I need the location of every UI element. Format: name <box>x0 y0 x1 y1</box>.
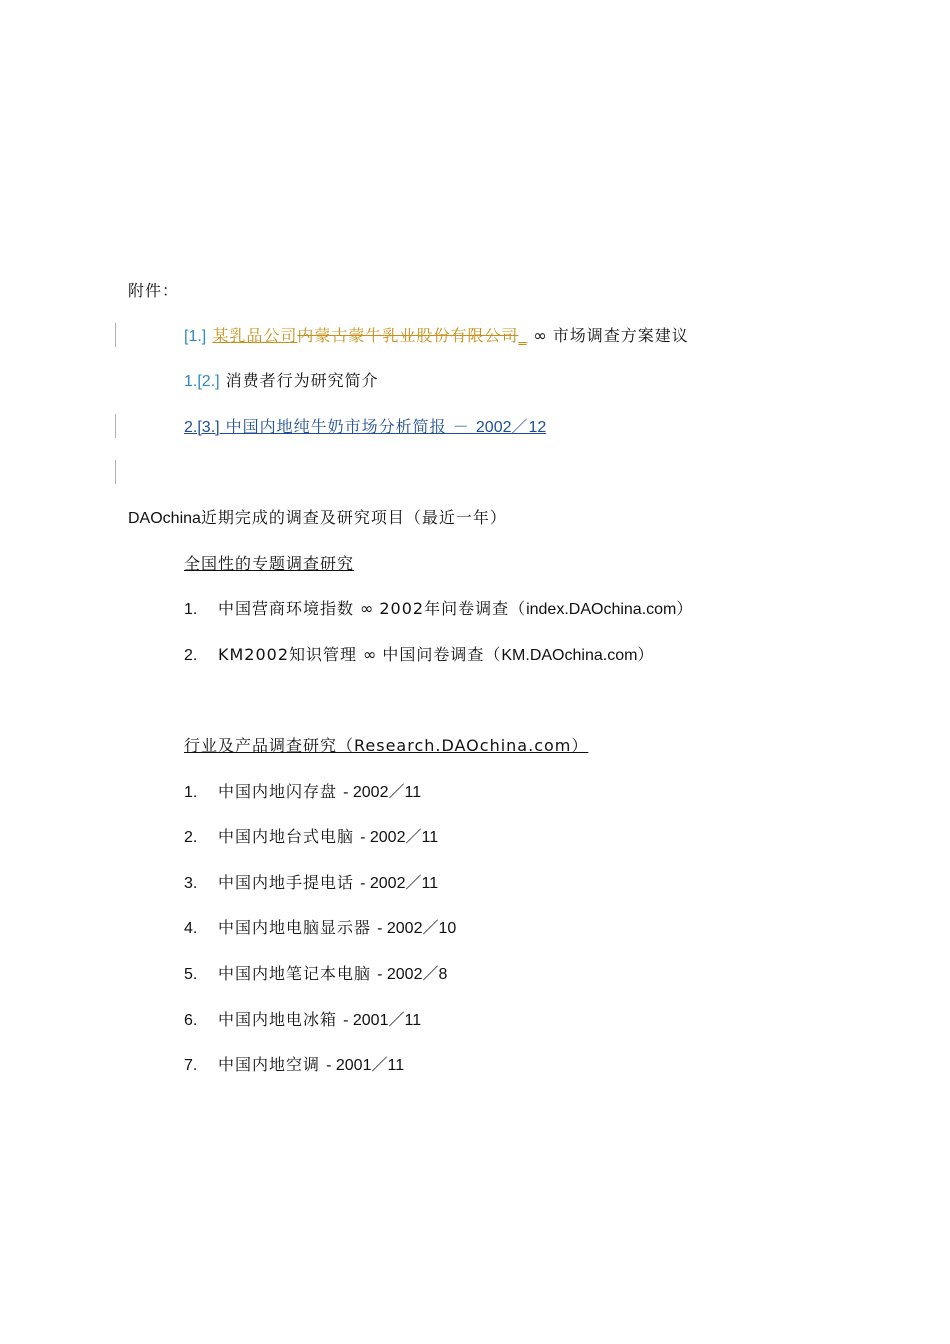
industry-item-name: 中国内地手提电话 <box>218 873 355 892</box>
inserted-text: 某乳品公司 <box>212 326 298 345</box>
industry-item-name: 中国内地闪存盘 <box>218 782 338 801</box>
infinity-separator-icon: ∞ <box>533 326 547 345</box>
national-item-1 <box>184 598 693 621</box>
revision-bar-1 <box>115 323 116 347</box>
appendix-item-3-date-year: 2002 <box>475 419 512 436</box>
industry-item-date: - 2002／11 <box>343 784 422 801</box>
recent-projects-heading <box>128 507 507 530</box>
industry-item-number: 3. <box>184 875 198 892</box>
national-item-2-close: ） <box>637 645 655 664</box>
industry-item-7 <box>184 1054 404 1077</box>
appendix-item-3-link[interactable] <box>184 416 546 439</box>
appendix-item-1-number: [1.] <box>184 328 207 345</box>
appendix-item-2 <box>184 370 379 393</box>
inserted-tail: _ <box>518 326 528 345</box>
industry-item-3 <box>184 872 438 895</box>
appendix-item-3-number: 2.[3.] <box>184 419 220 436</box>
revision-bar-3 <box>115 460 116 484</box>
industry-item-1 <box>184 781 421 804</box>
appendix-item-3-date-month: 12 <box>528 419 547 436</box>
appendix-item-2-text: 消费者行为研究简介 <box>225 371 379 390</box>
industry-item-number: 6. <box>184 1012 198 1029</box>
industry-item-name: 中国内地笔记本电脑 <box>218 964 372 983</box>
industry-section-title: 行业及产品调查研究（Research.DAOchina.com） <box>184 736 589 755</box>
national-item-1-survey: 2002年问卷调查（ <box>379 599 527 618</box>
industry-item-name: 中国内地空调 <box>218 1055 321 1074</box>
industry-item-date: - 2001／11 <box>343 1012 422 1029</box>
appendix-item-1-text: 市场调查方案建议 <box>552 326 689 345</box>
appendix-item-2-number: 1.[2.] <box>184 373 220 390</box>
industry-item-name: 中国内地电脑显示器 <box>218 918 372 937</box>
infinity-separator-icon: ∞ <box>363 645 377 664</box>
national-item-1-site: index.DAOchina.com <box>526 601 677 618</box>
industry-item-5 <box>184 963 447 986</box>
industry-item-date: - 2001／11 <box>326 1057 405 1074</box>
brand-name: DAOchina <box>128 510 201 527</box>
industry-item-name: 中国内地电冰箱 <box>218 1010 338 1029</box>
industry-item-number: 7. <box>184 1057 198 1074</box>
industry-item-date: - 2002／8 <box>377 966 448 983</box>
recent-projects-heading-text: 近期完成的调查及研究项目（最近一年） <box>200 508 507 527</box>
industry-item-date: - 2002／11 <box>360 829 439 846</box>
infinity-separator-icon: ∞ <box>360 599 374 618</box>
national-item-1-name: 中国营商环境指数 <box>218 599 355 618</box>
industry-item-4 <box>184 917 456 940</box>
industry-item-2 <box>184 826 438 849</box>
national-section-title: 全国性的专题调查研究 <box>184 554 355 573</box>
national-item-2-site: KM.DAOchina.com <box>501 647 638 664</box>
appendix-item-3-dash: － <box>452 417 470 436</box>
deleted-text: 内蒙古蒙牛乳业股份有限公司 <box>297 326 519 345</box>
appendix-item-3-slash: ／ <box>511 417 529 436</box>
national-item-2 <box>184 644 654 667</box>
industry-item-number: 5. <box>184 966 198 983</box>
appendix-item-1 <box>184 325 689 348</box>
national-item-2-name: KM2002知识管理 <box>218 645 358 664</box>
national-item-2-number: 2. <box>184 647 198 664</box>
industry-item-number: 4. <box>184 920 198 937</box>
appendix-item-3-text: 中国内地纯牛奶市场分析简报 <box>225 417 447 436</box>
national-item-1-close: ） <box>676 599 694 618</box>
industry-item-number: 2. <box>184 829 198 846</box>
industry-item-number: 1. <box>184 784 198 801</box>
industry-item-name: 中国内地台式电脑 <box>218 827 355 846</box>
industry-item-6 <box>184 1009 421 1032</box>
industry-item-date: - 2002／11 <box>360 875 439 892</box>
revision-bar-2 <box>115 414 116 438</box>
industry-item-date: - 2002／10 <box>377 920 457 937</box>
national-item-1-number: 1. <box>184 601 198 618</box>
appendix-heading: 附件： <box>128 281 180 300</box>
national-item-2-survey: 中国问卷调查（ <box>382 645 502 664</box>
